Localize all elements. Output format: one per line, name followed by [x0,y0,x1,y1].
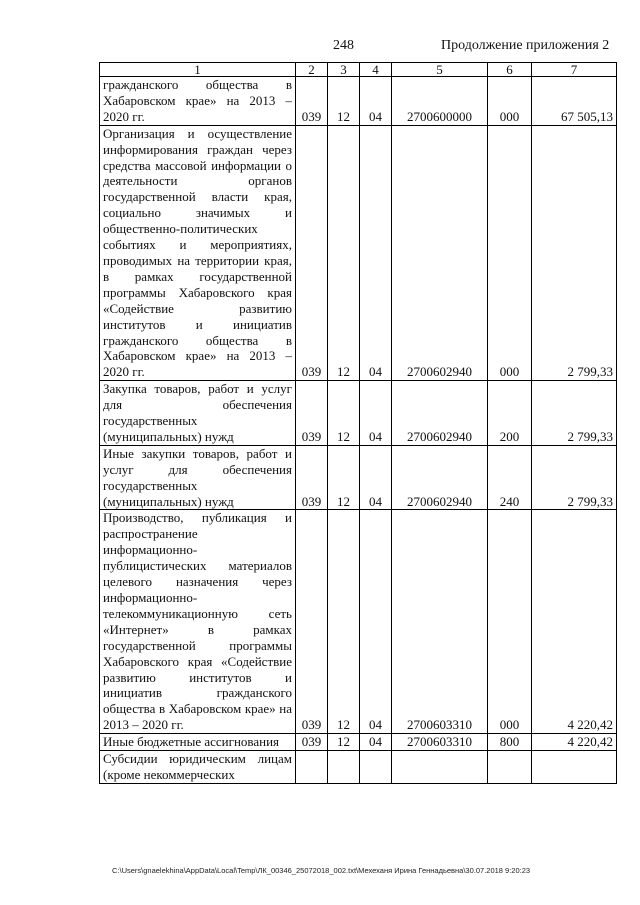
row-admin: 039 [296,734,328,751]
table-row [100,751,617,784]
row-target: 2700603310 [392,734,488,751]
table-header-row [100,63,617,77]
row-section: 12 [328,381,360,446]
row-target: 2700602940 [392,445,488,510]
row-section: 12 [328,125,360,381]
row-name: Закупка товаров, работ и услуг для обеспечения государственных (муниципальных) нужд [100,381,296,446]
row-admin: 039 [296,510,328,734]
row-subsection: 04 [360,445,392,510]
row-name: Производство, публикация и распространение информационно-публицистических материалов целевого назначения через информационно-телекоммуникационную сеть «Интернет» в рамках государственной программы Хабаровского края «Содействие развитию институтов и инициатив гражданского общества в Хабаровском крае» на 2013 – 2020 гг. [100,510,296,734]
row-amount [532,751,617,784]
row-subsection: 04 [360,381,392,446]
row-expense-type: 000 [488,77,532,126]
row-subsection: 04 [360,734,392,751]
row-amount: 4 220,42 [532,734,617,751]
row-section: 12 [328,734,360,751]
column-header-admin: 2 [296,63,328,77]
row-amount: 4 220,42 [532,510,617,734]
row-admin: 039 [296,77,328,126]
page-number: 248 [333,38,354,53]
row-admin: 039 [296,381,328,446]
row-name: Иные бюджетные ассигнования [100,734,296,751]
row-target: 2700602940 [392,381,488,446]
row-name: Субсидии юридическим лицам (кроме некоммерческих [100,751,296,784]
footer-file-path: C:\Users\gnaelekhina\AppData\Local\Temp\ЛК_00346_25072018_002.txt\Мехеханя Ирина Геннадьевна\30.07.2018 9:20:23 [112,866,531,875]
row-expense-type: 800 [488,734,532,751]
row-target: 2700603310 [392,510,488,734]
continuation-label: Продолжение приложения 2 [441,38,610,53]
row-amount: 2 799,33 [532,125,617,381]
row-amount: 67 505,13 [532,77,617,126]
row-admin: 039 [296,445,328,510]
row-expense-type: 200 [488,381,532,446]
row-name: Организация и осуществление информирования граждан через средства массовой информации о деятельности органов государственной власти края, социально значимых и общественно-политических событиях и мероприятиях, проводимых на территории края, в рамках государственной программы Хабаровского края «Содействие развитию институтов и инициатив гражданского общества в Хабаровском крае» на 2013 – 2020 гг. [100,125,296,381]
column-header-amount: 7 [532,63,617,77]
row-amount: 2 799,33 [532,381,617,446]
row-expense-type: 000 [488,510,532,734]
row-admin [296,751,328,784]
row-target: 2700600000 [392,77,488,126]
row-expense-type: 000 [488,125,532,381]
row-admin: 039 [296,125,328,381]
row-target: 2700602940 [392,125,488,381]
table-row [100,510,617,734]
row-section: 12 [328,445,360,510]
row-expense-type [488,751,532,784]
row-subsection: 04 [360,77,392,126]
row-name: Иные закупки товаров, работ и услуг для обеспечения государственных (муниципальных) нужд [100,445,296,510]
column-header-name: 1 [100,63,296,77]
column-header-target: 5 [392,63,488,77]
row-subsection: 04 [360,125,392,381]
row-section: 12 [328,77,360,126]
row-target [392,751,488,784]
column-header-section: 3 [328,63,360,77]
budget-table [99,62,617,784]
row-subsection: 04 [360,510,392,734]
table-row [100,381,617,446]
table-row [100,125,617,381]
row-expense-type: 240 [488,445,532,510]
table-row [100,734,617,751]
column-header-subsection: 4 [360,63,392,77]
table-row [100,445,617,510]
row-section [328,751,360,784]
row-section: 12 [328,510,360,734]
row-name: гражданского общества в Хабаровском крае» на 2013 – 2020 гг. [100,77,296,126]
column-header-expense-type: 6 [488,63,532,77]
table-row [100,77,617,126]
row-amount: 2 799,33 [532,445,617,510]
row-subsection [360,751,392,784]
